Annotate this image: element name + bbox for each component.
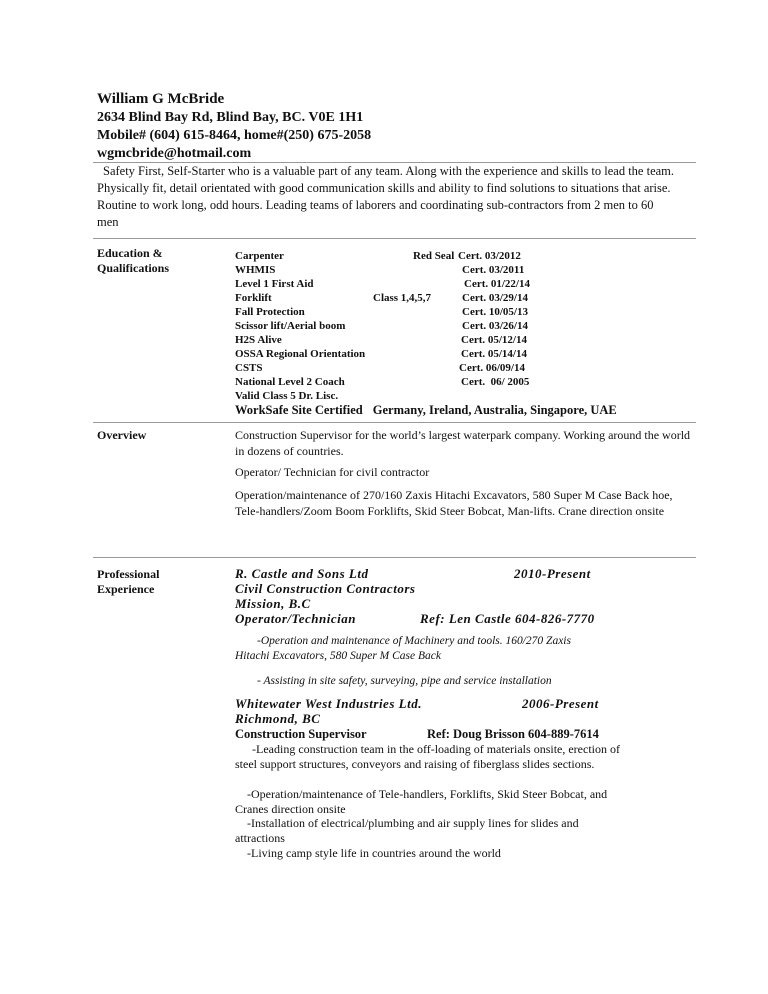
job-duty: -Living camp style life in countries around the world: [247, 846, 501, 860]
cert-name: Level 1 First Aid: [235, 278, 314, 290]
cert-date: Cert. 05/12/14: [461, 334, 527, 346]
overview-para: Construction Supervisor for the world’s largest waterpark company. Working around the world in dozens of countries.: [235, 428, 691, 458]
phone-numbers: Mobile# (604) 615-8464, home#(250) 675-2058: [97, 128, 372, 143]
cert-date: Cert. 03/2012: [458, 250, 521, 262]
experience-heading: Professional Experience: [97, 567, 160, 596]
job-duty: -Operation and maintenance of Machinery and tools. 160/270 Zaxis: [257, 635, 571, 647]
cert-date: Cert. 03/29/14: [462, 292, 528, 304]
cert-date: Cert. 03/26/14: [462, 320, 528, 332]
cert-name: Forklift: [235, 292, 272, 304]
cert-name: CSTS: [235, 362, 263, 374]
divider: [93, 557, 696, 558]
cert-date: Cert. 06/09/14: [459, 362, 525, 374]
overview-para: Operator/ Technician for civil contractor: [235, 465, 430, 479]
applicant-name: William G McBride: [97, 91, 225, 107]
cert-name: Valid Class 5 Dr. Lisc.: [235, 390, 339, 402]
cert-date: Cert. 10/05/13: [462, 306, 528, 318]
job-duty: -Operation/maintenance of Tele-handlers, Forklifts, Skid Steer Bobcat, and Cranes direction onsite: [235, 787, 608, 816]
summary-line: Physically fit, detail orientated with good communication skills and ability to find solutions to situations that arise.: [97, 181, 671, 195]
job-location: Mission, B.C: [235, 596, 311, 611]
cert-name: Fall Protection: [235, 306, 305, 318]
job-reference: Ref: Len Castle 604-826-7770: [420, 611, 595, 626]
cert-date: Cert. 01/22/14: [464, 278, 530, 290]
worksafe-cert: WorkSafe Site Certified Germany, Ireland, Australia, Singapore, UAE: [235, 403, 617, 417]
cert-name: Carpenter: [235, 250, 284, 262]
cert-date: Cert. 03/2011: [462, 264, 525, 276]
cert-name: WHMIS: [235, 264, 276, 276]
job-dates: 2006-Present: [522, 696, 599, 711]
job-dates: 2010-Present: [514, 566, 591, 581]
cert-date: Cert. 05/14/14: [461, 348, 527, 360]
education-heading: Education & Qualifications: [97, 246, 170, 275]
cert-class: Class 1,4,5,7: [373, 292, 432, 304]
cert-name: National Level 2 Coach: [235, 376, 345, 388]
cert-name: OSSA Regional Orientation: [235, 348, 366, 360]
divider: [93, 422, 696, 423]
overview-heading: Overview: [97, 428, 147, 442]
cert-name: Scissor lift/Aerial boom: [235, 320, 346, 332]
cert-class: Red Seal: [413, 250, 455, 262]
cert-name: H2S Alive: [235, 334, 282, 346]
email: wgmcbride@hotmail.com: [97, 146, 252, 161]
job-duty: -Leading construction team in the off-loading of materials onsite, erection of steel support structures, conveyors and raising of fiberglass slides sections.: [235, 742, 620, 771]
job-duty: - Assisting in site safety, surveying, pipe and service installation: [257, 675, 552, 687]
job-duty: -Installation of electrical/plumbing and air supply lines for slides and attractions: [235, 816, 579, 845]
company-name: Whitewater West Industries Ltd.: [235, 696, 422, 711]
summary-line: Safety First, Self-Starter who is a valuable part of any team. Along with the experience and skills to lead the team.: [103, 164, 675, 178]
company-type: Civil Construction Contractors: [235, 581, 416, 596]
job-duty: Hitachi Excavators, 580 Super M Case Back: [235, 650, 441, 662]
job-title: Operator/Technician: [235, 611, 356, 626]
company-name: R. Castle and Sons Ltd: [235, 566, 369, 581]
job-reference: Ref: Doug Brisson 604-889-7614: [427, 727, 599, 741]
overview-para: Operation/maintenance of 270/160 Zaxis Hitachi Excavators, 580 Super M Case Back hoe, Tele-handlers/Zoom Boom Forklifts, Skid Steer Bobcat, Man-lifts. Crane direction onsite: [235, 488, 673, 518]
cert-date: Cert. 06/ 2005: [461, 376, 530, 388]
job-title: Construction Supervisor: [235, 727, 367, 741]
job-location: Richmond, BC: [235, 711, 321, 726]
address: 2634 Blind Bay Rd, Blind Bay, BC. V0E 1H1: [97, 110, 364, 125]
summary-line: men: [97, 215, 119, 229]
summary-line: Routine to work long, odd hours. Leading teams of laborers and coordinating sub-contractors from 2 men to 60: [97, 198, 654, 212]
divider: [93, 238, 696, 239]
